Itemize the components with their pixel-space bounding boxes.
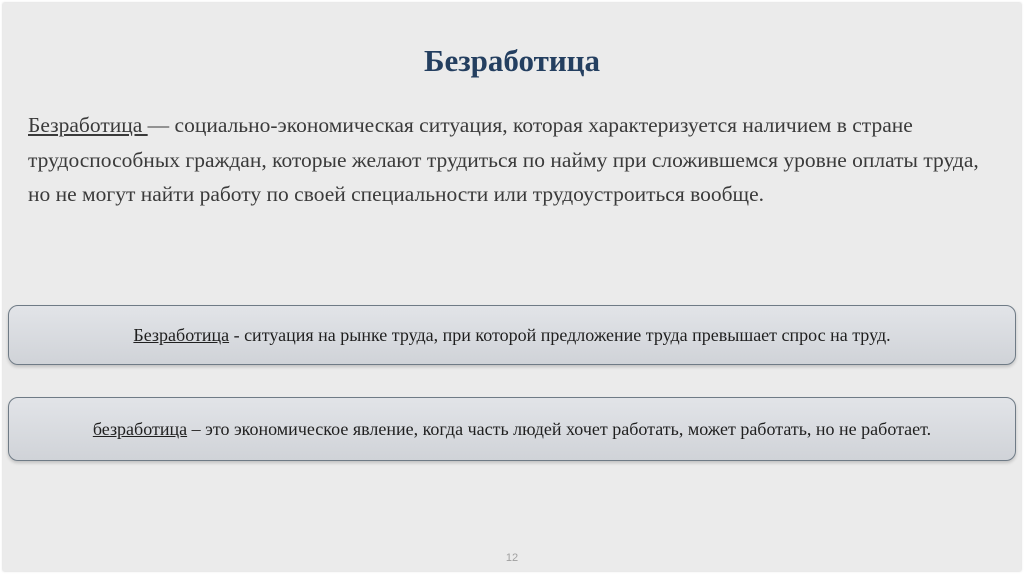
box2-term: безработица: [92, 418, 188, 439]
slide: [3, 3, 1021, 571]
definition-box-2: [8, 397, 1016, 461]
definition-box-1: [8, 305, 1016, 365]
page-number: 12: [505, 552, 519, 564]
box1-term: Безработица: [133, 324, 230, 345]
box1-text: - ситуация на рынке труда, при которой предложение труда превышает спрос на труд.: [229, 324, 891, 345]
definition-text: — социально-экономическая ситуация, которая характеризуется наличием в стране трудоспособных граждан, которые желают трудиться по найму при сложившемся уровне оплаты труда, но не могут найти работу по своей специальности или трудоустроиться вообще.: [28, 113, 979, 206]
box2-text: – это экономическое явление, когда часть людей хочет работать, может работать, но не работает.: [187, 418, 932, 439]
definition-paragraph: [28, 108, 988, 212]
box1-content: [133, 325, 890, 346]
definition-term: Безработица: [28, 113, 148, 137]
slide-title: Безработица: [423, 43, 601, 78]
box2-content: [93, 419, 931, 440]
